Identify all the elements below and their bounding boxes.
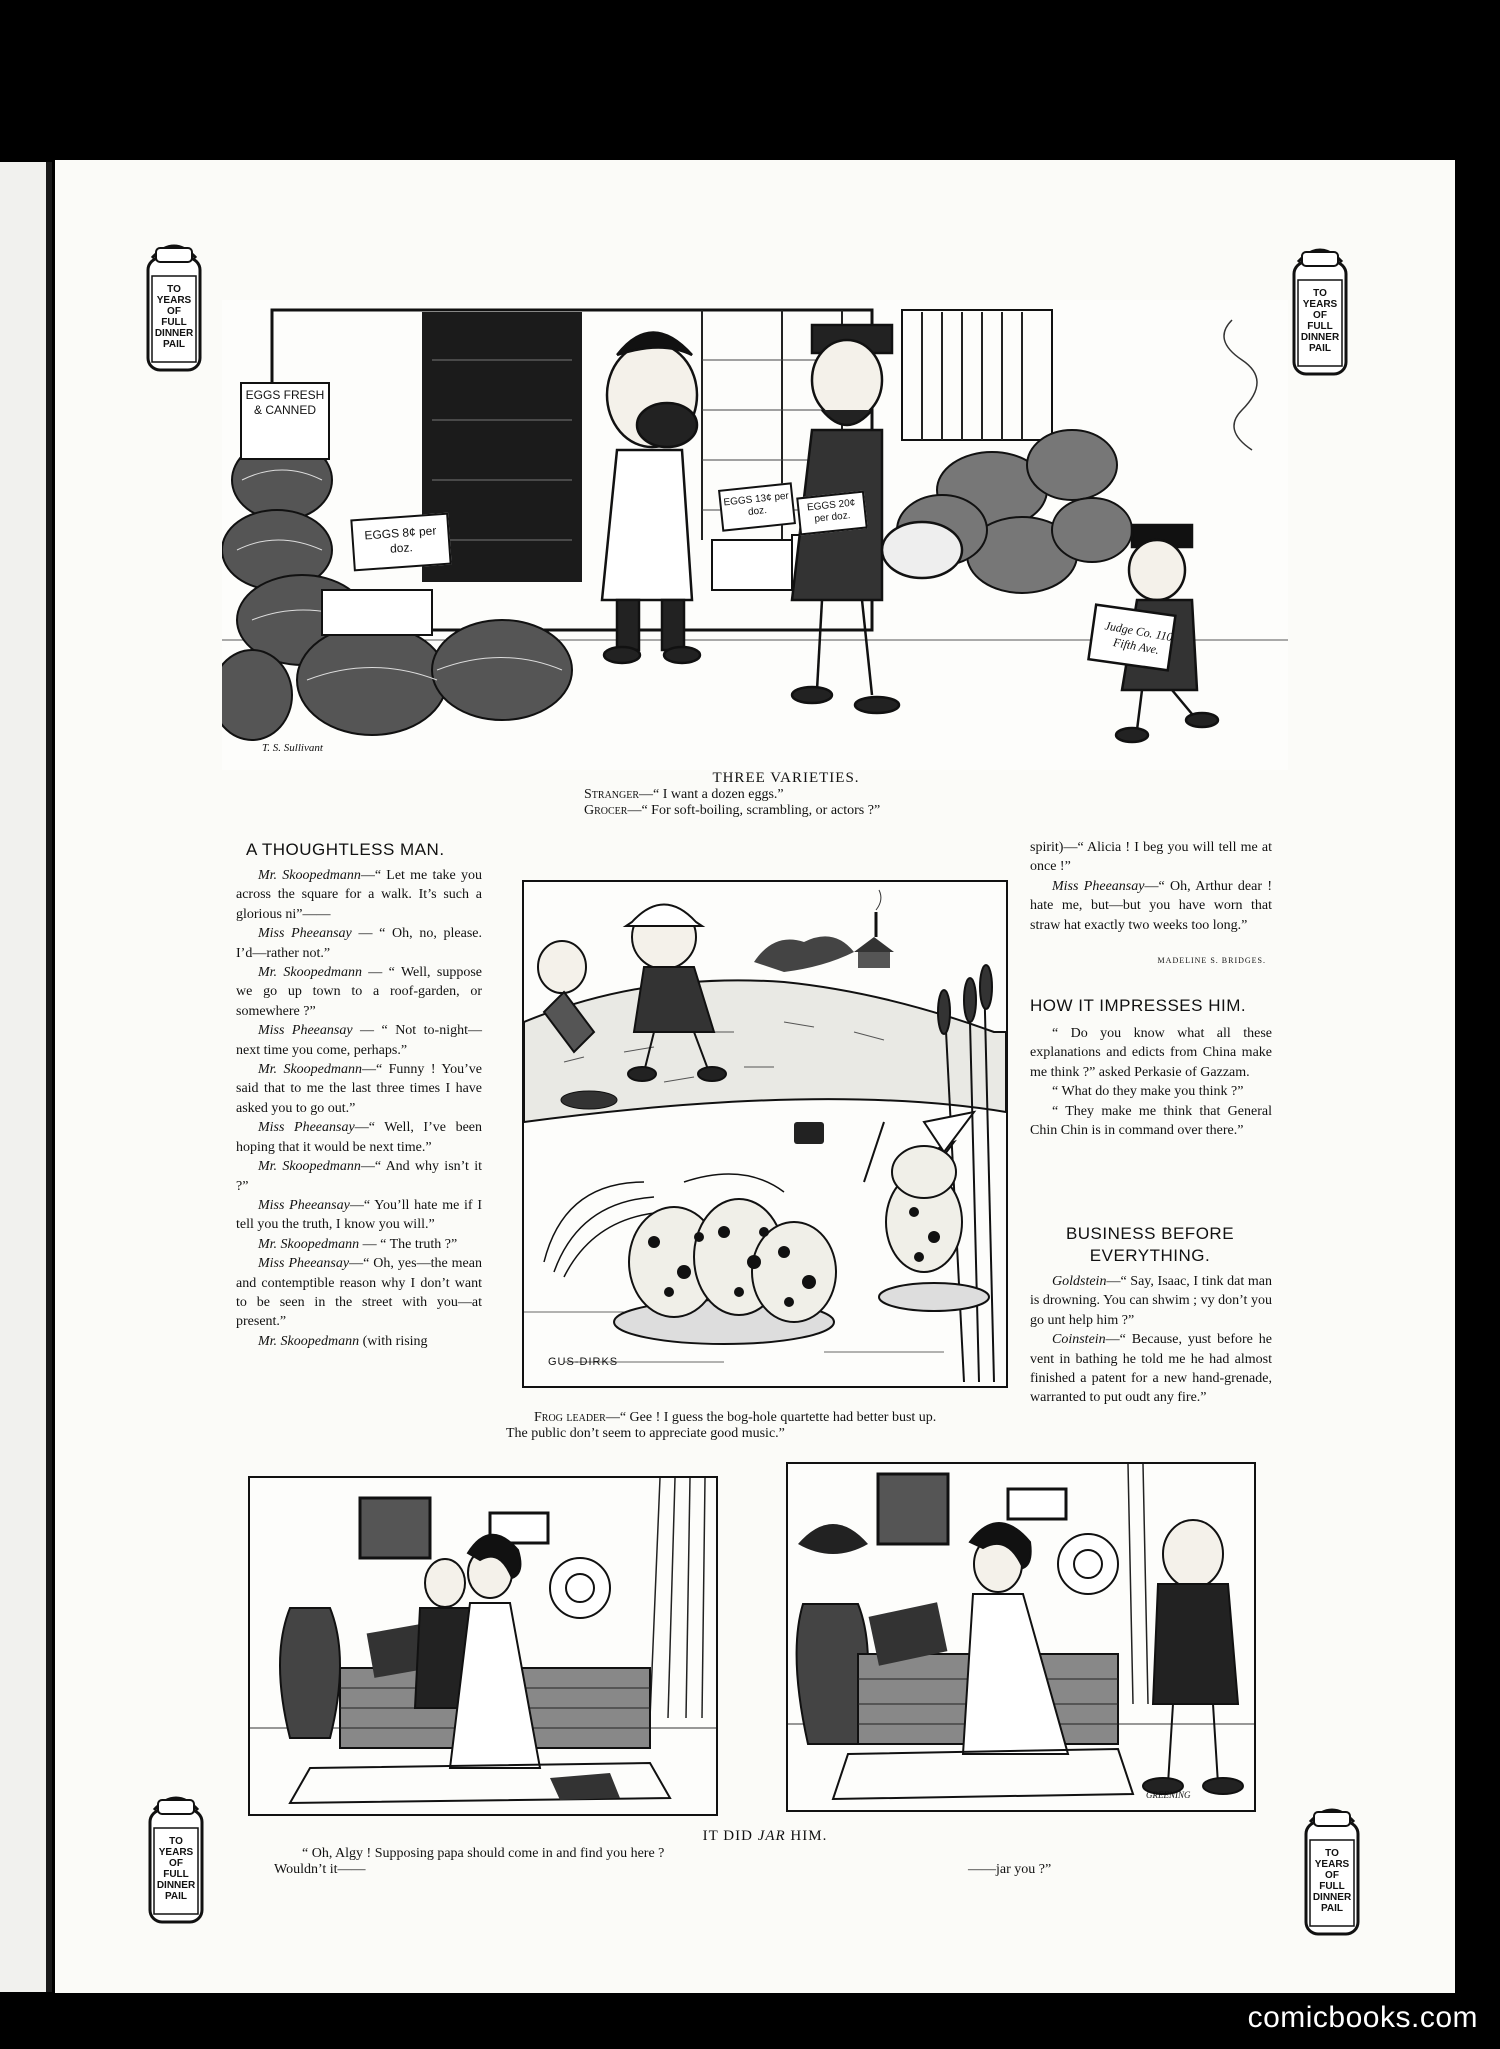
pail-line-5: DINNER — [1300, 332, 1340, 343]
speaker: Mr. Skoopedmann — [258, 1333, 360, 1349]
comic-title-three-varieties: THREE VARIETIES. — [712, 770, 860, 786]
speaker: Mr. Skoopedmann — [258, 1062, 363, 1078]
caption-line-3: ——jar you ?” — [968, 1862, 1052, 1877]
dialogue: — “ Well, suppose we go up town to a roof-garden, or somewhere ?” — [236, 965, 482, 1019]
pail-line-2: YEARS — [1302, 299, 1338, 310]
page-gutter — [46, 162, 52, 1992]
paragraph — [236, 1060, 482, 1118]
title-emphasis: JAR — [757, 1828, 786, 1844]
paragraph — [236, 1118, 482, 1157]
speaker-grocer: Grocer — [584, 803, 628, 818]
speaker: Mr. Skoopedmann — [258, 1236, 360, 1252]
artist-signature-dirks: GUS-DIRKS — [548, 1356, 619, 1368]
pail-line-4: FULL — [163, 1869, 189, 1880]
speaker: Miss Pheeansay — [258, 1120, 355, 1136]
heading-business-before-line-1: BUSINESS BEFORE — [1065, 1224, 1235, 1243]
pail-line-4: FULL — [161, 317, 187, 328]
paragraph — [236, 1235, 482, 1254]
article-business-before-everything — [1030, 1272, 1272, 1408]
speaker: Mr. Skoopedmann — [258, 965, 362, 981]
article-how-it-impresses-him — [1030, 1024, 1272, 1140]
pail-line-1: TO — [167, 284, 181, 295]
speaker: Miss Pheeansay — [1052, 878, 1145, 894]
frog-quartette-illustration — [522, 880, 1008, 1388]
pail-line-5: DINNER — [154, 328, 194, 339]
paragraph: “ What do they make you think ?” — [1052, 1084, 1244, 1100]
title-part-2: HIM. — [785, 1828, 828, 1844]
parlor-panel-right — [786, 1462, 1256, 1812]
speaker: Mr. Skoopedmann — [258, 1159, 361, 1175]
paragraph: “ They make me think that General Chin Chin is in command over there.” — [1030, 1103, 1272, 1139]
article-thoughtless-man — [236, 866, 482, 1351]
pail-line-3: OF — [167, 306, 181, 317]
title-part-1: IT DID — [702, 1828, 758, 1844]
dialogue: — “ The truth ?” — [359, 1236, 458, 1252]
pail-line-1: TO — [1313, 288, 1327, 299]
caption-line-grocer — [584, 803, 880, 819]
dialogue: — “ Oh, no, please. I’d—rather not.” — [236, 926, 482, 961]
article-thoughtless-man-continued — [1030, 838, 1272, 935]
paragraph — [1030, 838, 1272, 877]
author-signature-bridges: MADELINE S. BRIDGES. — [1157, 956, 1266, 965]
paragraph — [236, 1021, 482, 1060]
pail-line-5: DINNER — [1312, 1892, 1352, 1903]
heading-how-it-impresses-him: HOW IT IMPRESSES HIM. — [1030, 996, 1247, 1015]
pail-line-3: OF — [169, 1858, 183, 1869]
pail-line-2: YEARS — [156, 295, 192, 306]
paragraph — [236, 963, 482, 1021]
pail-line-1: TO — [169, 1836, 183, 1847]
pail-line-5: DINNER — [156, 1880, 196, 1891]
paragraph — [1030, 877, 1272, 935]
speaker: Mr. Skoopedmann — [258, 868, 361, 883]
dialogue: —“ Oh, Arthur dear ! hate me, but—but you have worn that straw hat exactly two weeks too long.” — [1030, 878, 1272, 933]
pail-line-3: OF — [1325, 1870, 1339, 1881]
pail-line-6: PAIL — [1320, 1903, 1344, 1914]
pail-line-6: PAIL — [1308, 343, 1332, 354]
pail-line-4: FULL — [1307, 321, 1333, 332]
speaker-stranger: Stranger — [584, 787, 640, 802]
caption-text-frog-2: The public don’t seem to appreciate good music.” — [506, 1426, 785, 1441]
dinner-pail-logo-top-right — [1284, 240, 1356, 380]
dialogue: —“ You’ll hate me if I tell you the truth, I know you will.” — [236, 1197, 482, 1233]
dialogue: — “ Not to-night—next time you come, perhaps.” — [236, 1023, 482, 1058]
artist-signature-greening: GREENING — [1146, 1790, 1191, 1800]
speaker: Miss Pheeansay — [258, 1023, 353, 1039]
speaker: Coinstein — [1052, 1332, 1106, 1348]
pail-line-2: YEARS — [158, 1847, 194, 1858]
caption-line-stranger — [584, 787, 784, 803]
site-watermark: comicbooks.com — [1247, 2001, 1478, 2034]
pail-line-6: PAIL — [164, 1891, 188, 1902]
sign-eggs-20c: EGGS 20¢ per doz. — [796, 491, 868, 536]
artist-signature-sullivant: T. S. Sullivant — [262, 742, 323, 754]
paragraph — [236, 1157, 482, 1196]
dialogue: —“ Let me take you across the square for a walk. It’s such a glorious ni”—— — [236, 868, 482, 922]
dinner-pail-logo-bottom-left — [140, 1788, 212, 1928]
dialogue: spirit)—“ Alicia ! I beg you will tell me at once !” — [1030, 840, 1272, 875]
parlor-panel-left — [248, 1476, 718, 1816]
caption-text-frog-1: —“ Gee ! I guess the bog-hole quartette had better bust up. — [605, 1410, 937, 1425]
speaker-frog-leader: Frog leader — [534, 1410, 606, 1425]
paragraph — [236, 1332, 482, 1351]
dialogue: —“ Well, I’ve been hoping that it would be next time.” — [236, 1120, 482, 1155]
caption-line-2: Wouldn’t it—— — [274, 1862, 366, 1877]
dialogue: —“ Funny ! You’ve said that to me the last three times I have asked you to go out.” — [236, 1062, 482, 1116]
comic-title-it-did-jar-him — [600, 1828, 930, 1845]
paragraph — [1030, 1272, 1272, 1330]
speaker: Miss Pheeansay — [258, 1256, 350, 1272]
sign-eggs-13c: EGGS 13¢ per doz. — [718, 482, 796, 532]
paragraph: “ Do you know what all these explanations and edicts from China make me think ?” asked Perkasie of Gazzam. — [1030, 1026, 1272, 1080]
pail-line-6: PAIL — [162, 339, 186, 350]
delivery-box-label: Judge Co. 110 Fifth Ave. — [1103, 618, 1174, 657]
paragraph — [236, 1254, 482, 1332]
caption-line-1: “ Oh, Algy ! Supposing papa should come in and find you here ? — [302, 1846, 665, 1861]
paragraph — [1030, 1330, 1272, 1408]
pail-line-4: FULL — [1319, 1881, 1345, 1892]
heading-a-thoughtless-man: A THOUGHTLESS MAN. — [246, 840, 445, 859]
previous-page-edge — [0, 162, 46, 1992]
dialogue: —“ Oh, yes—the mean and contemptible reason why I don’t want to be seen in the street with you—at present.” — [236, 1256, 482, 1330]
speaker: Miss Pheeansay — [258, 926, 352, 942]
dinner-pail-logo-top-left — [138, 236, 210, 376]
sign-eggs-8c: EGGS 8¢ per doz. — [350, 513, 451, 572]
pail-line-3: OF — [1313, 310, 1327, 321]
dialogue: —“ Because, yust before he vent in bathing he told me he had almost finished a patent for a new hand-grenade, warranted to put oudt any fire.” — [1030, 1332, 1272, 1406]
speaker: Goldstein — [1052, 1274, 1107, 1289]
caption-line-frog-leader — [534, 1410, 936, 1426]
paragraph — [236, 1196, 482, 1235]
paragraph — [236, 866, 482, 924]
caption-text-stranger: —“ I want a dozen eggs.” — [639, 787, 784, 802]
dialogue: —“ And why isn’t it ?” — [236, 1159, 482, 1194]
heading-business-before-line-2: EVERYTHING. — [1089, 1246, 1211, 1265]
dialogue: (with rising — [359, 1333, 428, 1349]
dialogue: —“ Say, Isaac, I tink dat man is drowning. You can shwim ; vy don’t you go unt help him ?” — [1030, 1274, 1272, 1328]
caption-text-grocer: —“ For soft-boiling, scrambling, or actors ?” — [627, 803, 881, 818]
speaker: Miss Pheeansay — [258, 1197, 350, 1213]
dinner-pail-logo-bottom-right — [1296, 1800, 1368, 1940]
pail-line-2: YEARS — [1314, 1859, 1350, 1870]
sign-eggs-fresh-canned: EGGS FRESH & CANNED — [240, 382, 330, 460]
paragraph — [236, 924, 482, 963]
pail-line-1: TO — [1325, 1848, 1339, 1859]
